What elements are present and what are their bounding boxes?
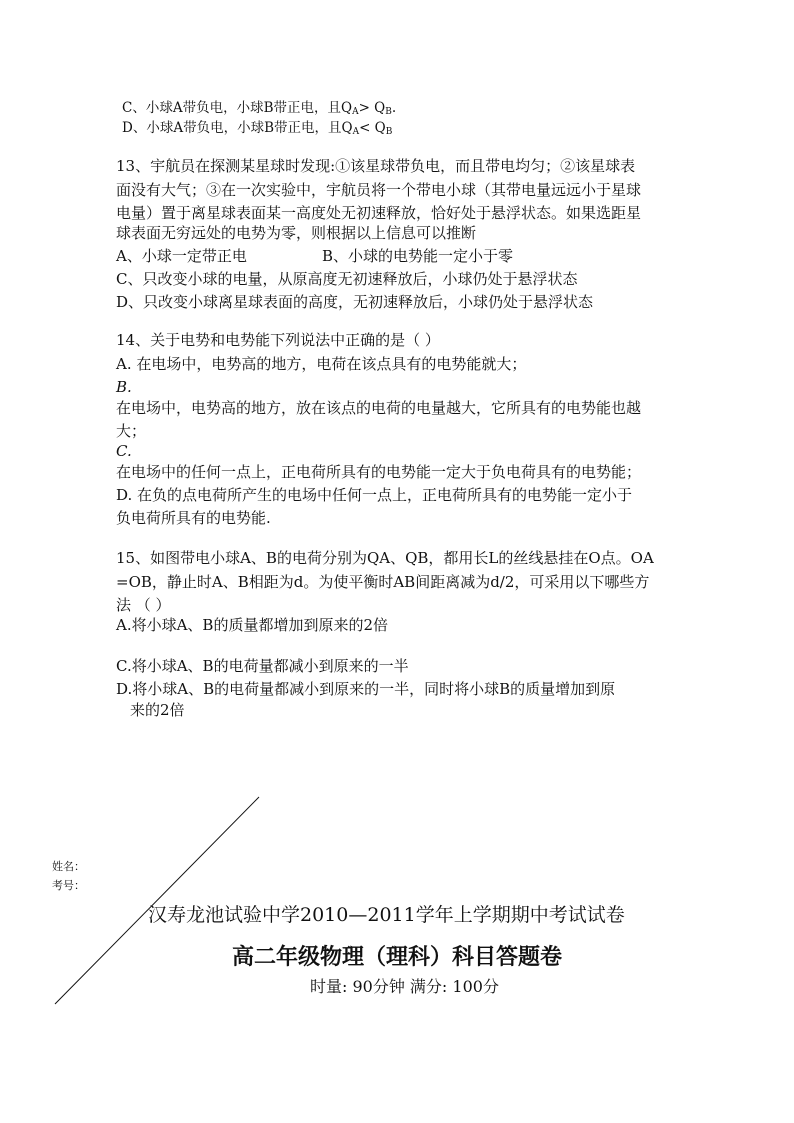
q15-stem-line-1: 15、如图带电小球A、B的电荷分别为QA、QB，都用长L的丝线悬挂在O点。OA [116,549,654,567]
q14-option-c-label: C. [116,442,132,460]
q14-option-d-line-1: D. 在负的点电荷所产生的电场中任何一点上，正电荷所具有的电势能一定小于 [116,486,633,504]
q13-stem-line-3: 电量）置于离星球表面某一高度处无初速释放，恰好处于悬浮状态。如果选距星 [116,204,642,222]
q14-option-a: A. 在电场中，电势高的地方，电荷在该点具有的电势能就大； [116,355,527,373]
q14-option-c-line-1: 在电场中的任何一点上，正电荷所具有的电势能一定大于负电荷具有的电势能； [116,463,642,481]
q13-stem-line-4: 球表面无穷远处的电势为零，则根据以上信息可以推断 [116,224,477,242]
q15-option-a: A.将小球A、B的质量都增加到原来的2倍 [116,616,389,634]
q15-option-c: C.将小球A、B的电荷量都减小到原来的一半 [116,657,409,675]
q15-stem-line-3: 法 （ ） [116,596,171,614]
q13-option-d: D、只改变小球离星球表面的高度，无初速释放后，小球仍处于悬浮状态 [116,293,594,311]
q15-option-d-line-2: 来的2倍 [130,701,185,719]
q13-stem-line-2: 面没有大气；③在一次实验中，宇航员将一个带电小球（其带电量远远小于星球 [116,181,642,199]
q12-option-c: C、小球A带负电，小球B带正电，且$Q_A> Q_B$. [122,100,397,117]
q14-option-d-line-2: 负电荷所具有的电势能. [116,509,271,527]
subject-title: 高二年级物理（理科）科目答题卷 [231,945,562,970]
q14-stem: 14、关于电势和电势能下列说法中正确的是（ ） [116,331,440,349]
name-label: 姓名： [52,860,85,873]
q13-option-a: A、小球一定带正电 [116,247,247,265]
q14-option-b-line-1: 在电场中，电势高的地方，放在该点的电荷的电量越大，它所具有的电势能也越 [116,399,642,417]
q13-option-b: B、小球的电势能一定小于零 [322,247,514,265]
school-title: 汉寿龙池试验中学2010—2011学年上学期期中考试试卷 [148,904,625,926]
q12-option-d: D、小球A带负电，小球B带正电，且$Q_A< Q_B$ [122,120,393,137]
exam-id-label: 考号： [52,879,85,892]
exam-timing: 时量: 90分钟 满分: 100分 [310,977,499,996]
q14-option-b-line-2: 大； [116,422,147,440]
q13-option-c: C、只改变小球的电量，从原高度无初速释放后，小球仍处于悬浮状态 [116,270,578,288]
q15-stem-line-2: =OB，静止时A、B相距为d。为使平衡时AB间距离减为d/2，可采用以下哪些方 [116,573,650,591]
q14-option-b-label: B. [116,378,132,396]
q13-stem-line-1: 13、宇航员在探测某星球时发现:①该星球带负电，而且带电均匀；②该星球表 [116,157,636,175]
q15-option-d-line-1: D.将小球A、B的电荷量都减小到原来的一半，同时将小球B的质量增加到原 [116,680,616,698]
